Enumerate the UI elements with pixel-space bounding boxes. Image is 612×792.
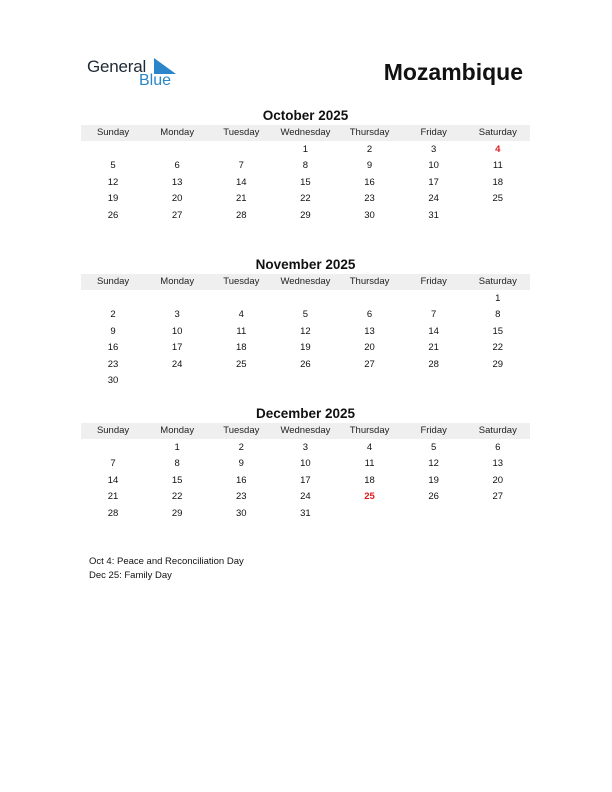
day-cell: 7 [431, 309, 437, 321]
day-cell: 10 [428, 160, 439, 172]
day-cell: 18 [492, 176, 504, 188]
day-cell: 23 [107, 358, 119, 370]
weekday-label: Wednesday [280, 425, 331, 436]
day-cell: 9 [110, 325, 116, 337]
weekday-label: Thursday [349, 127, 390, 138]
country-title: Mozambique [383, 59, 523, 85]
holiday-day-cell: 4 [495, 144, 501, 155]
weekday-label: Thursday [349, 425, 390, 436]
day-cell: 2 [366, 144, 373, 155]
day-cell: 27 [492, 491, 504, 503]
empty-day-cell [402, 506, 466, 522]
day-cell: 19 [300, 342, 311, 354]
day-cell: 7 [110, 458, 116, 470]
empty-day-cell [145, 373, 209, 389]
day-cell: 16 [364, 176, 375, 188]
day-cell: 28 [428, 358, 439, 370]
empty-day-cell [466, 506, 530, 522]
weekday-header-row [81, 125, 530, 141]
week-row [81, 142, 530, 158]
day-cell: 25 [236, 358, 247, 370]
empty-day-cell [466, 208, 530, 224]
weeks-grid [81, 439, 530, 522]
month-title: November 2025 [255, 257, 356, 272]
day-cell: 3 [302, 442, 309, 453]
empty-day-cell [402, 291, 466, 307]
day-cell: 8 [302, 160, 309, 172]
day-cell: 9 [238, 458, 244, 470]
day-cell: 17 [171, 342, 183, 354]
week-row [81, 307, 530, 323]
day-cell: 12 [428, 458, 439, 470]
empty-day-cell [466, 373, 530, 389]
day-cell: 24 [428, 193, 439, 205]
weeks-grid [81, 290, 530, 389]
holiday-notes [89, 555, 244, 583]
day-cell: 30 [364, 209, 375, 221]
empty-day-cell [402, 373, 466, 389]
empty-day-cell [81, 142, 145, 158]
day-cell: 2 [238, 442, 244, 453]
weekday-header-row [81, 423, 530, 439]
weekday-label: Thursday [349, 276, 390, 287]
holiday-note: Dec 25: Family Day [89, 570, 172, 581]
day-cell: 28 [236, 209, 247, 221]
weekday-label: Friday [420, 425, 447, 436]
weekday-label: Sunday [96, 276, 130, 287]
weekday-label: Friday [420, 276, 447, 287]
week-row [81, 440, 530, 456]
weekday-label: Monday [160, 127, 195, 138]
day-cell: 1 [495, 293, 501, 304]
day-cell: 27 [364, 358, 375, 370]
day-cell: 17 [300, 474, 311, 486]
month-calendar [81, 107, 530, 224]
day-cell: 14 [107, 474, 119, 486]
day-cell: 23 [364, 193, 375, 205]
day-cell: 11 [492, 160, 503, 172]
day-cell: 22 [492, 342, 504, 354]
day-cell: 10 [171, 325, 183, 337]
empty-day-cell [145, 291, 209, 307]
day-cell: 17 [428, 176, 439, 188]
day-cell: 7 [238, 160, 244, 172]
day-cell: 19 [428, 474, 439, 486]
day-cell: 5 [431, 442, 437, 453]
day-cell: 21 [428, 342, 439, 354]
week-row [81, 340, 530, 356]
day-cell: 16 [107, 342, 119, 354]
logo-text-blue: Blue [139, 72, 172, 89]
empty-day-cell [338, 506, 402, 522]
day-cell: 8 [495, 309, 501, 321]
day-cell: 29 [300, 209, 311, 221]
weekday-label: Monday [160, 276, 195, 287]
weekday-label: Sunday [96, 425, 130, 436]
month-title: December 2025 [255, 406, 356, 421]
week-row [81, 456, 530, 472]
day-cell: 30 [236, 507, 247, 519]
week-row [81, 324, 530, 340]
day-cell: 24 [171, 358, 183, 370]
day-cell: 6 [366, 309, 373, 321]
week-row [81, 208, 530, 224]
month-calendar [81, 256, 530, 389]
weekday-label: Wednesday [280, 127, 331, 138]
day-cell: 22 [300, 193, 311, 205]
day-cell: 30 [107, 374, 119, 386]
week-row [81, 175, 530, 191]
day-cell: 31 [428, 209, 439, 221]
weekday-label: Sunday [96, 127, 130, 138]
weekday-label: Wednesday [280, 276, 331, 287]
empty-day-cell [209, 291, 273, 307]
weekday-label: Tuesday [223, 276, 260, 287]
day-cell: 14 [428, 325, 439, 337]
empty-day-cell [81, 440, 145, 456]
day-cell: 4 [238, 309, 244, 321]
empty-day-cell [273, 373, 337, 389]
day-cell: 3 [174, 309, 180, 321]
day-cell: 13 [171, 176, 183, 188]
day-cell: 5 [110, 160, 116, 172]
day-cell: 1 [302, 144, 309, 155]
day-cell: 8 [174, 458, 180, 470]
week-row [81, 158, 530, 174]
day-cell: 21 [107, 491, 119, 503]
week-row [81, 373, 530, 389]
weekday-label: Friday [420, 127, 447, 138]
day-cell: 22 [171, 491, 183, 503]
day-cell: 5 [302, 309, 309, 321]
day-cell: 13 [492, 458, 504, 470]
day-cell: 20 [171, 193, 183, 205]
empty-day-cell [209, 142, 273, 158]
day-cell: 3 [431, 144, 437, 155]
day-cell: 15 [171, 474, 183, 486]
weekday-label: Tuesday [223, 127, 260, 138]
weekday-label: Saturday [478, 127, 517, 138]
day-cell: 2 [110, 309, 116, 321]
day-cell: 25 [492, 193, 504, 205]
day-cell: 21 [236, 193, 247, 205]
empty-day-cell [209, 373, 273, 389]
day-cell: 26 [428, 491, 439, 503]
day-cell: 18 [236, 342, 247, 354]
day-cell: 9 [366, 160, 373, 172]
empty-day-cell [81, 291, 145, 307]
day-cell: 27 [171, 209, 183, 221]
weekday-label: Monday [160, 425, 195, 436]
holiday-day-cell: 25 [364, 491, 375, 503]
day-cell: 18 [364, 474, 375, 486]
week-row [81, 506, 530, 522]
day-cell: 26 [107, 209, 119, 221]
day-cell: 6 [495, 442, 501, 453]
logo [86, 56, 182, 92]
day-cell: 11 [364, 458, 375, 470]
empty-day-cell [145, 142, 209, 158]
day-cell: 10 [300, 458, 311, 470]
day-cell: 16 [236, 474, 247, 486]
holiday-note: Oct 4: Peace and Reconciliation Day [89, 556, 244, 567]
day-cell: 28 [107, 507, 119, 519]
empty-day-cell [338, 291, 402, 307]
month-title: October 2025 [262, 108, 349, 123]
day-cell: 31 [300, 507, 311, 519]
day-cell: 11 [236, 325, 247, 337]
weekday-label: Saturday [478, 276, 517, 287]
week-row [81, 489, 530, 505]
day-cell: 19 [107, 193, 119, 205]
day-cell: 23 [236, 491, 247, 503]
empty-day-cell [273, 291, 337, 307]
day-cell: 29 [171, 507, 183, 519]
week-row [81, 291, 530, 307]
logo-text-general: General [87, 57, 147, 76]
empty-day-cell [338, 373, 402, 389]
weekday-label: Tuesday [223, 425, 260, 436]
day-cell: 26 [300, 358, 311, 370]
day-cell: 6 [174, 160, 180, 172]
day-cell: 13 [364, 325, 375, 337]
day-cell: 29 [492, 358, 504, 370]
day-cell: 20 [364, 342, 375, 354]
day-cell: 4 [366, 442, 373, 453]
weekday-header-row [81, 274, 530, 290]
day-cell: 14 [236, 176, 247, 188]
week-row [81, 357, 530, 373]
weekday-label: Saturday [478, 425, 517, 436]
day-cell: 1 [174, 442, 180, 453]
day-cell: 15 [300, 176, 311, 188]
day-cell: 15 [492, 325, 504, 337]
week-row [81, 191, 530, 207]
weeks-grid [81, 141, 530, 224]
week-row [81, 473, 530, 489]
day-cell: 24 [300, 491, 311, 503]
month-calendar [81, 405, 530, 522]
day-cell: 12 [107, 176, 119, 188]
day-cell: 12 [300, 325, 311, 337]
day-cell: 20 [492, 474, 504, 486]
